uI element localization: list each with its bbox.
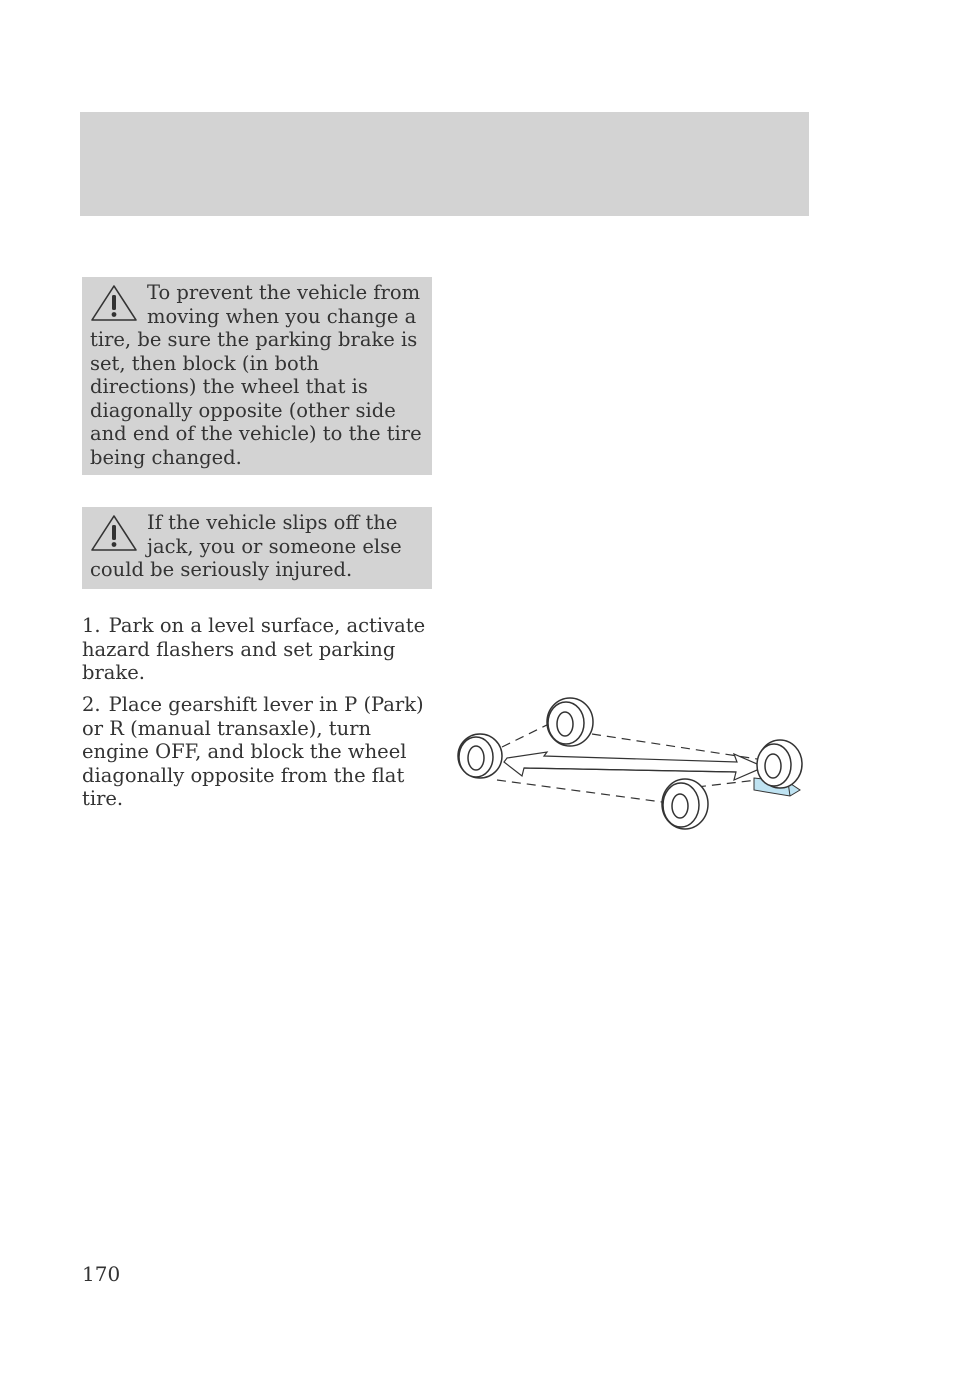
header-band [80, 112, 809, 216]
warning-box-jack [82, 507, 432, 589]
warning-text: To prevent the vehicle from moving when you change a tire, be sure the parking brake is set, then block (in both directions) the wheel that is diagonally opposite (other side and end of the vehicle) to the tire being changed. [90, 281, 422, 469]
wheel-icon [458, 734, 502, 778]
step-text: Place gearshift lever in P (Park) or R (manual transaxle), turn engine OFF, and block the wheel diagonally opposite from the flat tire. [82, 693, 424, 810]
step-number: 1. [82, 614, 101, 637]
wheel-block-diagram [452, 692, 812, 834]
wheel-icon [757, 740, 802, 788]
wheel-icon [547, 698, 593, 746]
warning-text: If the vehicle slips off the jack, you or someone else could be seriously injured. [90, 511, 402, 581]
step-2 [82, 693, 432, 811]
warning-icon [89, 513, 139, 553]
wheel-icon [662, 779, 708, 829]
diagonal-arrow [504, 752, 764, 780]
step-number: 2. [82, 693, 101, 716]
warning-box-parking [82, 277, 432, 475]
step-1 [82, 614, 432, 685]
step-text: Park on a level surface, activate hazard flashers and set parking brake. [82, 614, 426, 684]
page-number: 170 [82, 1262, 121, 1286]
warning-icon [89, 283, 139, 323]
